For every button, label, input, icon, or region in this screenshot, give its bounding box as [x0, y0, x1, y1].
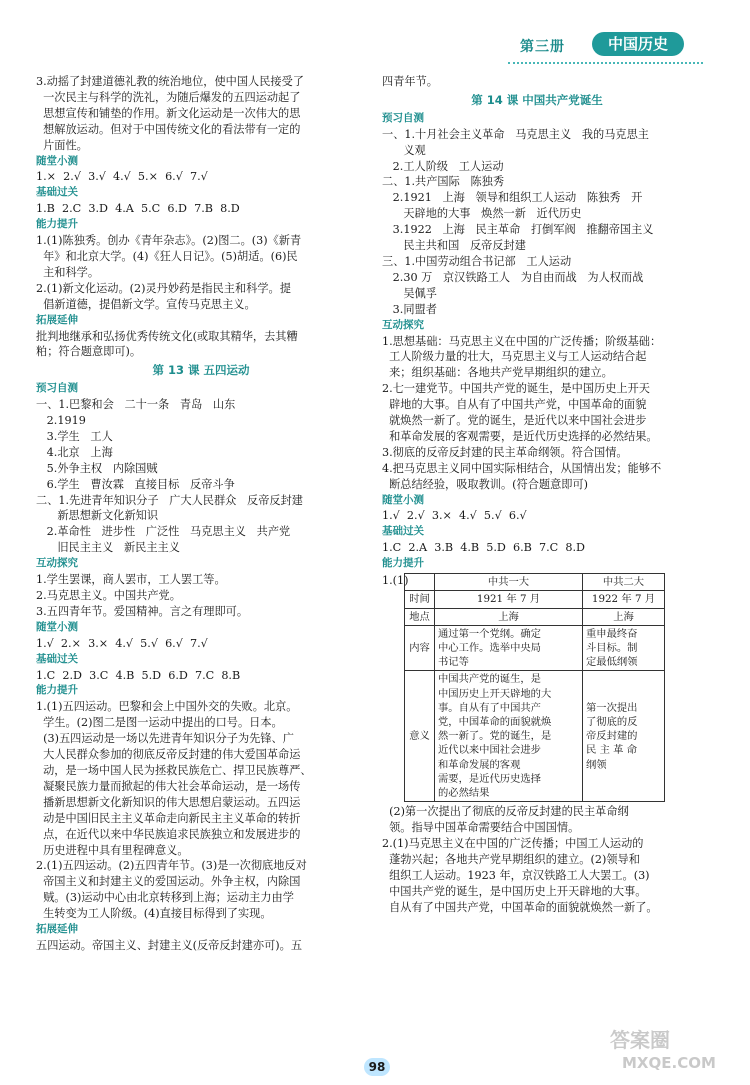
watermark-logo: 答案圈 [610, 1028, 670, 1052]
text-line: 1.C 2.A 3.B 4.B 5.D 6.B 7.C 8.D [382, 541, 585, 555]
text-line: 1.(1)陈独秀。创办《青年杂志》。(2)图二。(3)《新青 [36, 234, 302, 248]
left-column [36, 74, 366, 954]
table-cell: 上海 [583, 608, 665, 625]
answer-block [36, 636, 366, 652]
text-line: 四青年节。 [382, 75, 438, 88]
text-line: 6.学生 曹汝霖 直接目标 反帝斗争 [36, 477, 235, 491]
text-line: 动，是一场中国人民为拯救民族危亡、捍卫民族尊严、 [36, 763, 312, 777]
text-line: 帝国主义和封建主义的爱国运动。外争主权，内除国 [36, 875, 301, 889]
text-line: 1.(1)五四运动。巴黎和会上中国外交的失败。北京。 [36, 700, 298, 714]
text-line: 生转变为工人阶级。(4)直接目标得到了实现。 [36, 907, 272, 921]
text-line: 2.工人阶级 工人运动 [382, 159, 504, 173]
right-top-block [382, 74, 692, 90]
text-line: 五四运动。帝国主义、封建主义(反帝反封建亦可)。五 [36, 938, 303, 952]
table-lead: 1.(1) [382, 574, 409, 588]
text-line: 1.√ 2.× 3.× 4.√ 5.√ 6.√ 7.√ [36, 636, 208, 650]
section-heading: 随堂小测 [382, 493, 424, 506]
answer-block [382, 334, 692, 493]
text-line: 3.五四青年节。爱国精神。言之有理即可。 [36, 604, 249, 618]
left-top-block [36, 74, 366, 154]
row-header: 地点 [405, 608, 435, 625]
text-line: 三、1.中国劳动组合书记部 工人运动 [382, 254, 572, 268]
text-line: 和革命发展的客观需要，是近代历史选择的必然结果。 [382, 429, 658, 443]
answer-block [382, 508, 692, 524]
answer-block [382, 804, 692, 915]
text-line: 2.1919 [36, 414, 86, 428]
answer-block [36, 699, 366, 922]
row-header: 内容 [405, 625, 435, 671]
text-line: 主和科学。 [36, 265, 100, 279]
text-line: 3.动摇了封建道德礼教的统治地位，使中国人民接受了 [36, 75, 304, 88]
answer-block [36, 938, 366, 954]
section-heading: 基础过关 [36, 186, 78, 199]
answer-block [382, 540, 692, 556]
subject-badge: 中国历史 [592, 32, 684, 56]
section-heading: 互动探究 [36, 557, 78, 570]
table-cell: 通过第一个党纲。确定 中心工作。选举中央局 书记等 [435, 625, 583, 671]
section-heading: 能力提升 [382, 557, 424, 570]
text-line: 吴佩孚 [382, 286, 437, 300]
table-cell: 上海 [435, 608, 583, 625]
book-volume-label: 第三册 [520, 39, 565, 55]
text-line: 动是中国旧民主主义革命走向新民主主义革命的转折 [36, 811, 301, 825]
section-heading: 能力提升 [36, 218, 78, 231]
section-heading: 能力提升 [36, 684, 78, 697]
text-line: 工人阶级力量的壮大，马克思主义与工人运动结合起 [382, 350, 647, 364]
table-row [405, 608, 665, 625]
section-heading: 预习自测 [36, 382, 78, 395]
table-row [405, 671, 665, 802]
answer-block [36, 201, 366, 217]
table-header: 中共二大 [583, 574, 665, 591]
text-line: 民主共和国 反帝反封建 [382, 239, 526, 253]
watermark-url: MXQE.COM [622, 1054, 716, 1072]
row-header: 时间 [405, 591, 435, 608]
text-line: 1.思想基础：马克思主义在中国的广泛传播；阶级基础： [382, 334, 662, 348]
text-line: 义观 [382, 143, 426, 157]
text-line: 一、1.十月社会主义革命 马克思主义 我的马克思主 [382, 127, 649, 141]
text-line: 5.外争主权 内除国贼 [36, 461, 158, 475]
text-line: 年》和北京大学。(4)《狂人日记》。(5)胡适。(6)民 [36, 249, 298, 263]
answer-block [382, 127, 692, 318]
text-line: 1.学生罢课，商人罢市，工人罢工等。 [36, 573, 226, 587]
section-heading: 基础过关 [36, 652, 78, 665]
text-line: 领。指导中国革命需要结合中国国情。 [382, 821, 580, 835]
text-line: 就焕然一新了。党的诞生，是近代以来中国社会进步 [382, 414, 647, 428]
text-line: 辟地的大事。自从有了中国共产党，中国革命的面貌 [382, 398, 647, 412]
text-line: 1.√ 2.√ 3.× 4.√ 5.√ 6.√ [382, 509, 527, 523]
section-heading: 互动探究 [382, 318, 424, 331]
text-line: 3.彻底的反帝反封建的民主革命纲领。符合国情。 [382, 445, 628, 459]
table-header: 中共一大 [435, 574, 583, 591]
text-line: 学生。(2)图二是图一运动中提出的口号。日本。 [36, 716, 283, 730]
text-line: 断总结经验，吸取教训。(符合题意即可) [382, 477, 589, 491]
text-line: 贼。(3)运动中心由北京转移到上海；运动主力由学 [36, 891, 294, 905]
text-line: 2.七一建党节。中国共产党的诞生，是中国历史上开天 [382, 382, 650, 396]
text-line: 2.(1)马克思主义在中国的广泛传播；中国工人运动的 [382, 836, 644, 850]
text-line: (2)第一次提出了彻底的反帝反封建的民主革命纲 [382, 805, 629, 819]
page-number: 98 [364, 1058, 390, 1076]
table-row [405, 591, 665, 608]
text-line: 2.革命性 进步性 广泛性 马克思主义 共产党 [36, 525, 291, 539]
text-line: 3.同盟者 [382, 302, 437, 316]
text-line: 想解放运动。但对于中国传统文化的看法带有一定的 [36, 122, 301, 136]
text-line: 2.马克思主义。中国共产党。 [36, 589, 181, 602]
text-line: 一、1.巴黎和会 二十一条 青岛 山东 [36, 398, 236, 412]
text-line: 4.把马克思主义同中国实际相结合，从国情出发；能够不 [382, 461, 662, 475]
right-column [382, 74, 692, 915]
answer-block [36, 668, 366, 684]
text-line: 一次民主与科学的洗礼，为随后爆发的五四运动起了 [36, 90, 301, 104]
table-cell: 重申最终奋 斗目标。制 定最低纲领 [583, 625, 665, 671]
section-heading: 拓展延伸 [36, 313, 78, 326]
answer-block [36, 233, 366, 313]
answer-block [36, 329, 366, 361]
text-line: 自从有了中国共产党，中国革命的面貌就焕然一新了。 [382, 900, 658, 914]
text-line: 中国共产党的诞生，是中国历史上开天辟地的大事。 [382, 884, 647, 898]
text-line: 二、1.先进青年知识分子 广大人民群众 反帝反封建 [36, 493, 303, 507]
text-line: 片面性。 [36, 138, 88, 152]
text-line: 历史进程中具有里程碑意义。 [36, 843, 189, 857]
text-line: 来；组织基础：各地共产党早期组织的建立。 [382, 366, 613, 380]
text-line: 二、1.共产国际 陈独秀 [382, 175, 505, 189]
text-line: 凝聚民族力量而掀起的伟大社会革命运动，是一场传 [36, 779, 301, 793]
text-line: 2.1921 上海 领导和组织工人运动 陈独秀 开 [382, 191, 643, 205]
section-heading: 随堂小测 [36, 154, 78, 167]
table-cell: 第一次提出 了彻底的反 帝反封建的 民 主 革 命 纲领 [583, 671, 665, 802]
text-line: 粕；符合题意即可)。 [36, 345, 142, 359]
section-heading: 拓展延伸 [36, 923, 78, 936]
text-line: 1.× 2.√ 3.√ 4.√ 5.× 6.√ 7.√ [36, 170, 208, 184]
text-line: 组织工人运动。1923 年，京汉铁路工人大罢工。(3) [382, 868, 650, 882]
text-line: 蓬勃兴起；各地共产党早期组织的建立。(2)领导和 [382, 852, 640, 866]
text-line: 2.(1)五四运动。(2)五四青年节。(3)是一次彻底地反对 [36, 859, 307, 873]
table-row [405, 574, 665, 591]
answer-block [36, 169, 366, 185]
answer-block [36, 397, 366, 556]
table-cell [405, 574, 435, 591]
answer-block [36, 572, 366, 620]
table-answer [382, 573, 692, 802]
text-line: 播新思想新文化新知识的伟大思想启蒙运动。五四运 [36, 795, 301, 809]
text-line: 3.1922 上海 民主革命 打倒军阀 推翻帝国主义 [382, 223, 654, 237]
header-divider [508, 62, 703, 64]
text-line: 3.学生 工人 [36, 429, 113, 443]
row-header: 意义 [405, 671, 435, 802]
text-line: 旧民主主义 新民主主义 [36, 541, 180, 555]
text-line: 天辟地的大事 焕然一新 近代历史 [382, 207, 582, 221]
section-heading: 基础过关 [382, 525, 424, 538]
text-line: 2.30 万 京汉铁路工人 为自由而战 为人权而战 [382, 270, 644, 284]
comparison-table [404, 573, 665, 802]
text-line: 倡新道德，提倡新文学。宣传马克思主义。 [36, 297, 256, 311]
text-line: 点，在近代以来中华民族追求民族独立和发展进步的 [36, 827, 301, 841]
text-line: (3)五四运动是一场以先进青年知识分子为先锋、广 [36, 732, 294, 746]
text-line: 批判地继承和弘扬优秀传统文化(或取其精华，去其糟 [36, 329, 298, 343]
section-heading: 预习自测 [382, 111, 424, 124]
text-line: 1.C 2.D 3.C 4.B 5.D 6.D 7.C 8.B [36, 668, 241, 682]
table-cell: 中国共产党的诞生，是 中国历史上开天辟地的大 事。自从有了中国共产 党，中国革命的面貌就焕 然一新了。党的诞生，是 近代以来中国社会进步 和革命发展的客观 需要，是近代历史选择 的必然结果 [435, 671, 583, 802]
text-line: 1.B 2.C 3.D 4.A 5.C 6.D 7.B 8.D [36, 202, 240, 216]
table-row [405, 625, 665, 671]
table-cell: 1921 年 7 月 [435, 591, 583, 608]
text-line: 2.(1)新文化运动。(2)灵丹妙药是指民主和科学。提 [36, 281, 291, 295]
text-line: 思想宣传和铺垫的作用。新文化运动是一次伟大的思 [36, 106, 301, 120]
section-heading: 随堂小测 [36, 620, 78, 633]
lesson-title: 第 14 课 中国共产党诞生 [471, 92, 603, 107]
text-line: 4.北京 上海 [36, 445, 113, 459]
table-cell: 1922 年 7 月 [583, 591, 665, 608]
lesson-title: 第 13 课 五四运动 [152, 363, 250, 378]
text-line: 大人民群众参加的彻底反帝反封建的伟大爱国革命运 [36, 748, 301, 762]
text-line: 新思想新文化新知识 [36, 509, 159, 523]
